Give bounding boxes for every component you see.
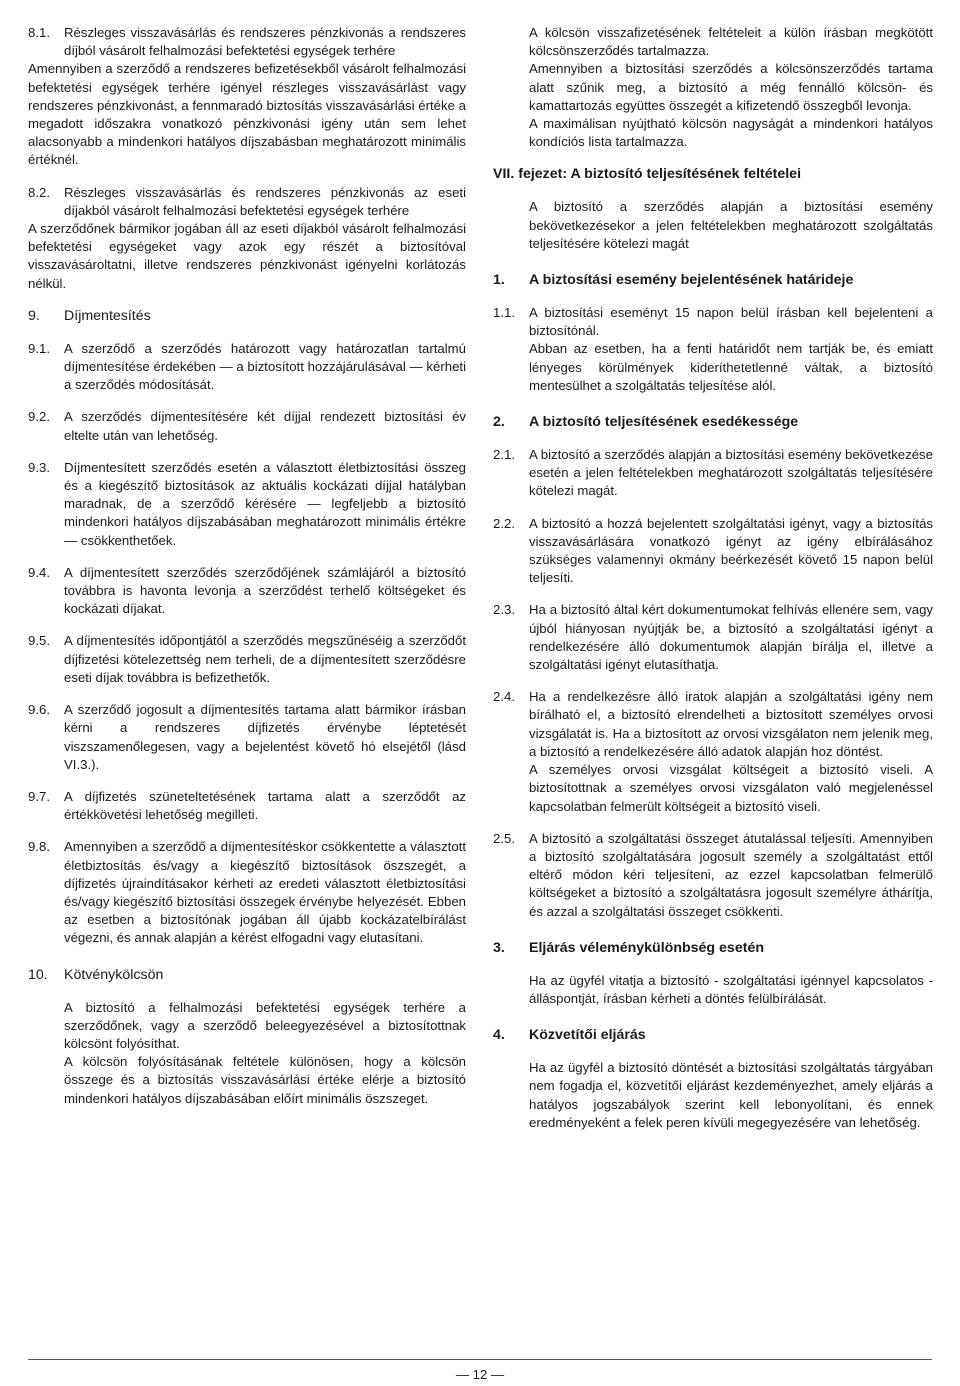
section-8-1 [28, 24, 466, 60]
section-number: 9.7. [28, 788, 50, 804]
section-number: 2.3. [493, 602, 515, 618]
section-9-6 [28, 701, 466, 774]
paragraph: A szerződő jogosult a díjmentesítés tartama alatt bármikor írásban kérni a rendszeres díjfizetés érvénybe léptetését viszszamenőlegesen, vagy a bejelentést követő hó elsejétől (lásd VI.3.). [64, 702, 466, 772]
section-number: 8.2. [28, 184, 50, 200]
section-2-1 [493, 446, 933, 501]
section-3-heading [493, 939, 933, 958]
section-9-2 [28, 408, 466, 444]
section-number: 9. [28, 307, 40, 324]
right-column [493, 24, 933, 1132]
section-number: 9.1. [28, 340, 50, 356]
paragraph: A díjmentesítés időpontjától a szerződés megszűnéséig a szerződőt díjfizetési kötelezettség nem terheli, de a díjmentesített szerződésre eseti díjak továbbra is befizethetők. [64, 633, 466, 685]
paragraph: Ha az ügyfél vitatja a biztosító - szolgáltatási igénnyel kapcsolatos - álláspontját, írásban kérheti a döntés felülbírálását. [529, 972, 933, 1006]
section-number: 9.4. [28, 564, 50, 580]
chapter-heading: VII. fejezet: A biztosító teljesítésének feltételei [493, 166, 802, 183]
section-number: 10. [28, 966, 48, 983]
section-4-heading [493, 1026, 933, 1045]
section-9-4 [28, 564, 466, 619]
paragraph: A szerződőnek bármikor jogában áll az eseti díjakból vásárolt felhalmozási befektetési egységeket vagy azok egy részét a biztosítóval visszavásároltatni, illetve rendszeres pénzkivonást igényelni korlátozás nélkül. [28, 221, 466, 291]
paragraph: A kölcsön folyósításának feltétele különösen, hogy a kölcsön összege és a biztosítás visszavásárlási értéke elérje a biztosító mindenkori hatályos díjszabásában előírt minimális öszszeget. [64, 1054, 466, 1106]
section-number: 8.1. [28, 25, 50, 40]
paragraph: A biztosítási eseményt 15 napon belül írásban kell bejelenteni a biztosítónál. [529, 305, 933, 339]
paragraph: A biztosító a hozzá bejelentett szolgáltatási igényt, vagy a biztosítás visszavásárlására vonatkozó igényt az igény elbírálásához szükséges valamennyi okmány beérkezését követő 15 napon belül teljesíti. [529, 515, 933, 586]
section-10-body [28, 999, 466, 1108]
paragraph: A díjmentesített szerződés szerződőjének számlájáról a biztosító továbbra is havonta levonja a szerződést terhelő költségeket és kockázati díjakat. [64, 564, 466, 617]
section-number: 1.1. [493, 305, 515, 321]
section-title: Kötvénykölcsön [64, 966, 164, 983]
paragraph: Amennyiben a szerződő a díjmentesítéskor csökkentette a választott életbiztosítás és/vagy a kiegészítő biztosítások öszszegét, a díjfizetés újraindításakor kérheti az eredeti választott életbiztosítási és/vagy kiegészítő biztosítási összegek érvénybe helyezését. Ebben az esetben a biztosítónak jogában áll újabb kockázatelbírálást végezni, és annak alapján a kérést elfogadni vagy elutasítani. [64, 839, 466, 946]
paragraph: A biztosító a szerződés alapján a biztosítási esemény bekövetkezésekor a jelen feltételekben meghatározott szolgáltatás teljesítésére kötelezi magát [529, 199, 933, 251]
paragraph: A szerződés díjmentesítésére két díjjal rendezett biztosítási év eltelte után van lehetőség. [64, 409, 466, 443]
paragraph: Ha az ügyfél a biztosító döntését a biztosítási szolgáltatás tárgyában nem fogadja el, közvetítői eljárást kezdeményezhet, amely eljárás a hatályos jogszabályok szerint kell lebonyolítani, és ennek eredményeként a felek peren kívüli megegyezésére van lehetőség. [529, 1060, 933, 1130]
paragraph: A díjfizetés szüneteltetésének tartama alatt a szerződőt az értékkövetési lehetőség megilleti. [64, 788, 466, 823]
section-number: 2.4. [493, 689, 515, 705]
section-8-2-body [28, 220, 466, 293]
chapter-intro [493, 198, 933, 253]
paragraph: A biztosító a szolgáltatási összeget átutalással teljesíti. Amennyiben a biztosító szolgáltatására jogosult személy a szolgáltatást ettől eltérő módon kéri teljesíteni, az ezzel kapcsolatban felmerülő költségeket a biztosító a szolgáltatásra jogosult személyre áthárítja, és azzal a szolgáltatási összeget csökkenti. [529, 830, 933, 919]
paragraph: Díjmentesített szerződés esetén a választott életbiztosítási összeg és a kiegészítő biztosítások az aktuális kockázati díjjal hatályban maradnak, de a szerződő kérésére — legfeljebb a biztosító mindenkori hatályos díjszabásában meghatározott minimális értékre — csökkenthetőek. [64, 459, 466, 548]
paragraph: Abban az esetben, ha a fenti határidőt nem tartják be, és emiatt lényeges körülmények kideríthetetlenné váltak, a biztosító mentesülhet a szolgáltatás teljesítése alól. [529, 341, 933, 393]
section-8-2 [28, 184, 466, 220]
section-number: 2.2. [493, 515, 515, 531]
section-2-5 [493, 830, 933, 921]
section-9-3 [28, 459, 466, 550]
section-2-2 [493, 515, 933, 588]
paragraph: A maximálisan nyújtható kölcsön nagyságát a mindenkori hatályos kondíciós lista tartalmazza. [529, 116, 933, 150]
section-9-7 [28, 788, 466, 824]
section-1-1 [493, 304, 933, 395]
paragraph: Ha a biztosító által kért dokumentumokat felhívás ellenére sem, vagy újból hiányosan nyújtják be, a biztosító a szolgáltatási igényt a rendelkezésére álló dokumentumok alapján bírálja el, illetve a szolgáltatási igényt elutasíthatja. [529, 602, 933, 673]
section-number: 9.8. [28, 839, 50, 855]
paragraph: Ha a rendelkezésre álló iratok alapján a szolgáltatási igény nem bírálható el, a biztosító elrendelheti a biztosított személyes orvosi vizsgálatát is. Ha a biztosított az orvosi vizsgálaton nem jelenik meg, a biztosító a rendelkezésére álló adatok alapján hoz döntést. [529, 689, 933, 759]
section-heading-text: Részleges visszavásárlás és rendszeres pénzkivonás az eseti díjakból vásárolt felhalmozási befektetési egységek terhére [64, 184, 466, 218]
section-number: 2.5. [493, 830, 515, 846]
section-9-8 [28, 838, 466, 947]
section-number: 9.6. [28, 702, 50, 718]
section-title: Eljárás véleménykülönbség esetén [529, 939, 764, 956]
section-number: 4. [493, 1027, 505, 1044]
section-heading-text: Részleges visszavásárlás és rendszeres pénzkivonás a rendszeres díjból vásárolt felhalmozási befektetési egységek terhére [64, 25, 466, 59]
paragraph: Amennyiben a szerződő a rendszeres befizetésekből vásárolt felhalmozási befektetési egységek terhére igényel részleges visszavásárlást vagy rendszeres pénzkivonást, a fennmaradó biztosítás visszavásárlási értéke a megadott időszakra vonatkozó pénzkivonási igény után sem lehet alacsonyabb a mindenkori hatályos díjszabásban meghatározott minimális értéknél. [28, 61, 466, 168]
section-number: 1. [493, 272, 505, 289]
left-column [28, 24, 466, 1108]
section-2-heading [493, 413, 933, 432]
section-title: Közvetítői eljárás [529, 1027, 646, 1044]
paragraph: Amennyiben a biztosítási szerződés a kölcsönszerződés tartama alatt szűnik meg, a biztosító a még fennálló kölcsön- és kamattartozás együttes összegét a kifizetendő összegből levonja. [529, 61, 933, 113]
footer-divider [28, 1359, 932, 1360]
section-number: 9.2. [28, 409, 50, 425]
section-1-heading [493, 271, 933, 290]
section-3-body [493, 972, 933, 1008]
paragraph: A kölcsön visszafizetésének feltételeit a külön írásban megkötött kölcsönszerződés tartalmazza. [529, 25, 933, 59]
section-9-heading [28, 307, 466, 326]
section-9-5 [28, 632, 466, 687]
section-2-4 [493, 688, 933, 815]
section-title: A biztosító teljesítésének esedékessége [529, 414, 799, 431]
section-9-1 [28, 340, 466, 395]
paragraph: A biztosító a szerződés alapján a biztosítási esemény bekövetkezése esetén a jelen feltételekben meghatározott szolgáltatás teljesítésére kötelezi magát. [529, 447, 933, 499]
section-title: A biztosítási esemény bejelentésének határideje [529, 272, 854, 289]
section-title: Díjmentesítés [64, 307, 151, 324]
section-10-heading [28, 966, 466, 985]
loan-continuation [493, 24, 933, 151]
paragraph: A személyes orvosi vizsgálat költségeit a biztosító viseli. A biztosítottnak a személyes orvosi vizsgálaton való megjelenéssel kapcsolatban felmerült költségeit a biztosító viseli. [529, 762, 933, 814]
section-number: 2.1. [493, 447, 515, 463]
section-number: 9.5. [28, 633, 50, 649]
page-number: — 12 — [455, 1367, 505, 1382]
paragraph: A biztosító a felhalmozási befektetési egységek terhére a szerződőnek, vagy a szerződő beleegyezésével a biztosítottnak kölcsönt folyósíthat. [64, 999, 466, 1051]
section-2-3 [493, 601, 933, 674]
section-8-1-body [28, 60, 466, 169]
section-number: 3. [493, 939, 505, 956]
paragraph: A szerződő a szerződés határozott vagy határozatlan tartalmú díjmentesítése érdekében — a biztosított hozzájárulásával — kérheti a szerződés módosítását. [64, 340, 466, 393]
section-number: 9.3. [28, 459, 50, 475]
section-number: 2. [493, 414, 505, 431]
section-4-body [493, 1059, 933, 1132]
